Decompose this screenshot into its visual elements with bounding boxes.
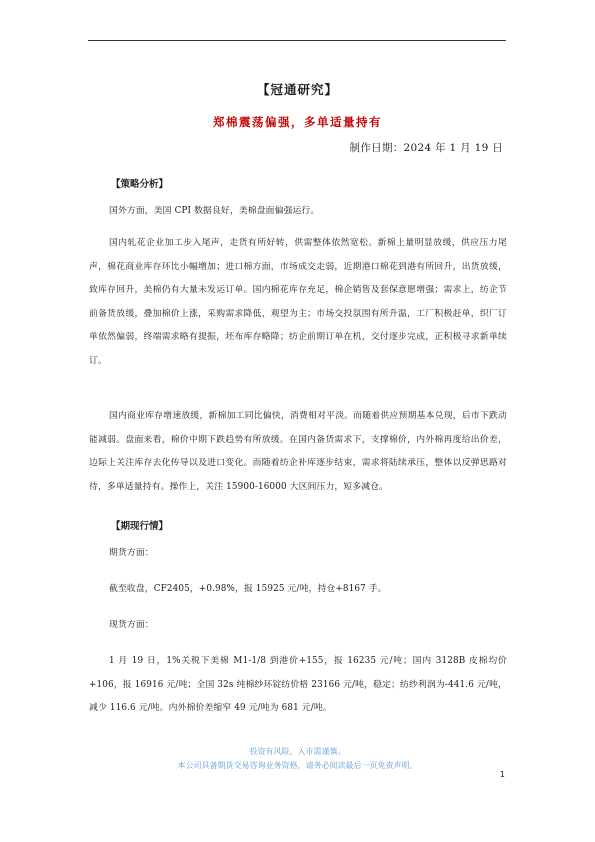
report-date: 制作日期：2024 年 1 月 19 日 [349,142,503,154]
section-heading-strategy: 【策略分析】 [111,179,169,190]
section-heading-market: 【期现行情】 [111,521,169,532]
risk-warning: 投资有风险，入市需谨慎。 [249,747,346,756]
futures-label: 期货方面： [109,548,154,558]
spot-label: 现货方面： [109,620,154,630]
report-title: 【冠通研究】 [256,82,338,97]
paragraph-domestic-supply-demand: 国内轧花企业加工步入尾声，走货有所好转，供需整体依然宽松。新棉上量明显放缓，供应压力尾声，棉花商业库存环比小幅增加；进口棉方面，市场成交走弱，近期港口棉花到港有所回升，出货放缓，致库存回升，美棉仍有大量未发运订单。国内棉花库存充足，棉企销售及套保意愿增强；需求上，纺企节前备货放缓，叠加棉价上涨，采购需求降低，观望为主；市场交投氛围有所升温，工厂积极赶单，织厂订单依然偏弱，终端需求略有提振，坯布库存略降；纺企前期订单在机，交付逐步完成，正积极寻求新单续订。 [89,238,507,366]
page-number: 1 [499,770,505,779]
report-headline: 郑棉震荡偏强，多单适量持有 [213,115,382,129]
futures-quote: 截至收盘，CF2405，+0.98%，报 15925 元/吨，持仓+8167 手。 [109,584,387,594]
header-rule [88,40,506,41]
disclaimer-notice: 本公司具备期货交易咨询业务资格，请务必阅读最后一页免责声明。 [177,761,418,770]
paragraph-outlook: 国内商业库存增速放缓，新棉加工同比偏快，消费相对平淡。而随着供应预期基本兑现，后市下跌动能减弱。盘面来看，棉价中期下跌趋势有所放缓。在国内备货需求下，支撑棉价，内外棉再度给出价差，边际上关注库存去化传导以及进口变化。而随着纺企补库逐步结束，需求将陆续承压，整体以反弹思路对待，多单适量持有。操作上，关注 15900-16000 大区间压力，短多减仓。 [89,411,507,492]
spot-quote: 1 月 19 日，1%关税下美棉 M1-1/8 到港价+155，报 16235 元/吨；国内 3128B 皮棉均价+106，报 16916 元/吨；全国 32s 纯棉纱环锭纺价格 23166 元/吨，稳定；纺纱利润为-441.6 元/吨，减少 116.6 元/吨。内外棉价差缩窄 49 元/吨为 681 元/吨。 [89,656,507,713]
paragraph-overseas: 国外方面，美国 CPI 数据良好，美棉盘面偏强运行。 [109,206,320,216]
